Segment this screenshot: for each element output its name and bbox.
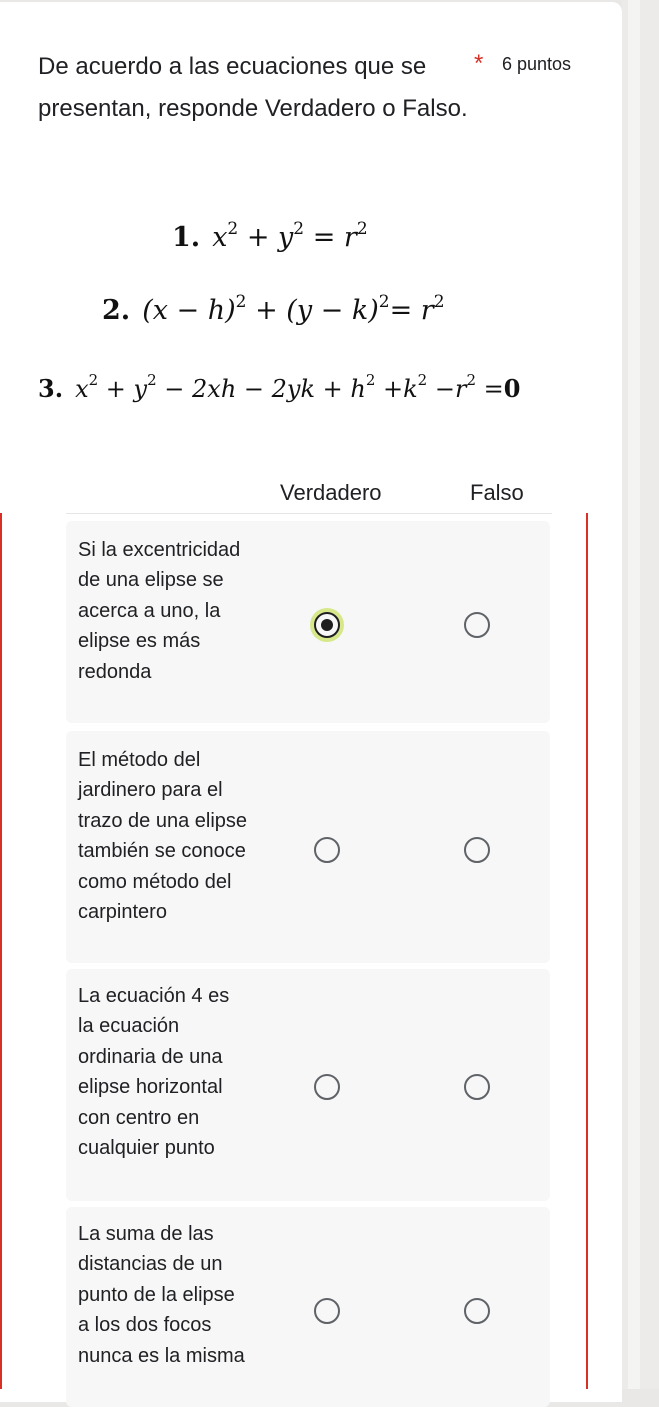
column-header-falso: Falso (470, 480, 524, 505)
scroll-track (628, 0, 640, 1389)
header-divider (66, 513, 552, 514)
radio-selected-dot (321, 619, 333, 631)
radio-verdadero-row-4[interactable] (314, 1298, 340, 1324)
equation-number: 1. (172, 222, 201, 253)
radio-falso-row-2[interactable] (464, 837, 490, 863)
equation-number: 2. (102, 295, 131, 326)
row-label: La ecuación 4 es la ecuación ordinaria de una elipse horizontal con centro en cualquier punto (78, 985, 230, 1160)
grid-row-3 (66, 969, 550, 1201)
error-border-right (586, 513, 588, 1389)
equation-1: 1. $x^2 + y^2 = r^2$ (172, 219, 368, 253)
equation-number: 3. (38, 374, 64, 403)
required-asterisk: * (474, 50, 484, 77)
grid-row-2 (66, 731, 550, 963)
equation-3: 3. $x^2 + y^2 - 2xh - 2yk + h^2 +k^2 -r^2 =0$ (38, 371, 521, 403)
error-border-left (0, 513, 2, 1389)
column-header-verdadero: Verdadero (280, 480, 382, 505)
grid-row-1 (66, 521, 550, 723)
equation-2: 2. $(x - h)^2 + (y - k)^2= r^2$ (102, 292, 445, 326)
radio-falso-row-3[interactable] (464, 1074, 490, 1100)
row-label: La suma de las distancias de un punto de la elipse a los dos focos nunca es la misma (78, 1223, 245, 1367)
grid-row-4 (66, 1207, 550, 1407)
radio-falso-row-4[interactable] (464, 1298, 490, 1324)
radio-verdadero-row-3[interactable] (314, 1074, 340, 1100)
row-label: El método del jardinero para el trazo de una elipse también se conoce como método del carpintero (78, 749, 248, 924)
question-title: De acuerdo a las ecuaciones que se presentan, responde Verdadero o Falso. (38, 53, 468, 122)
radio-verdadero-row-1[interactable] (314, 612, 340, 638)
radio-falso-row-1[interactable] (464, 612, 490, 638)
row-label: Si la excentricidad de una elipse se acerca a uno, la elipse es más redonda (78, 539, 241, 683)
radio-verdadero-row-2[interactable] (314, 837, 340, 863)
points-label: 6 puntos (502, 54, 572, 74)
